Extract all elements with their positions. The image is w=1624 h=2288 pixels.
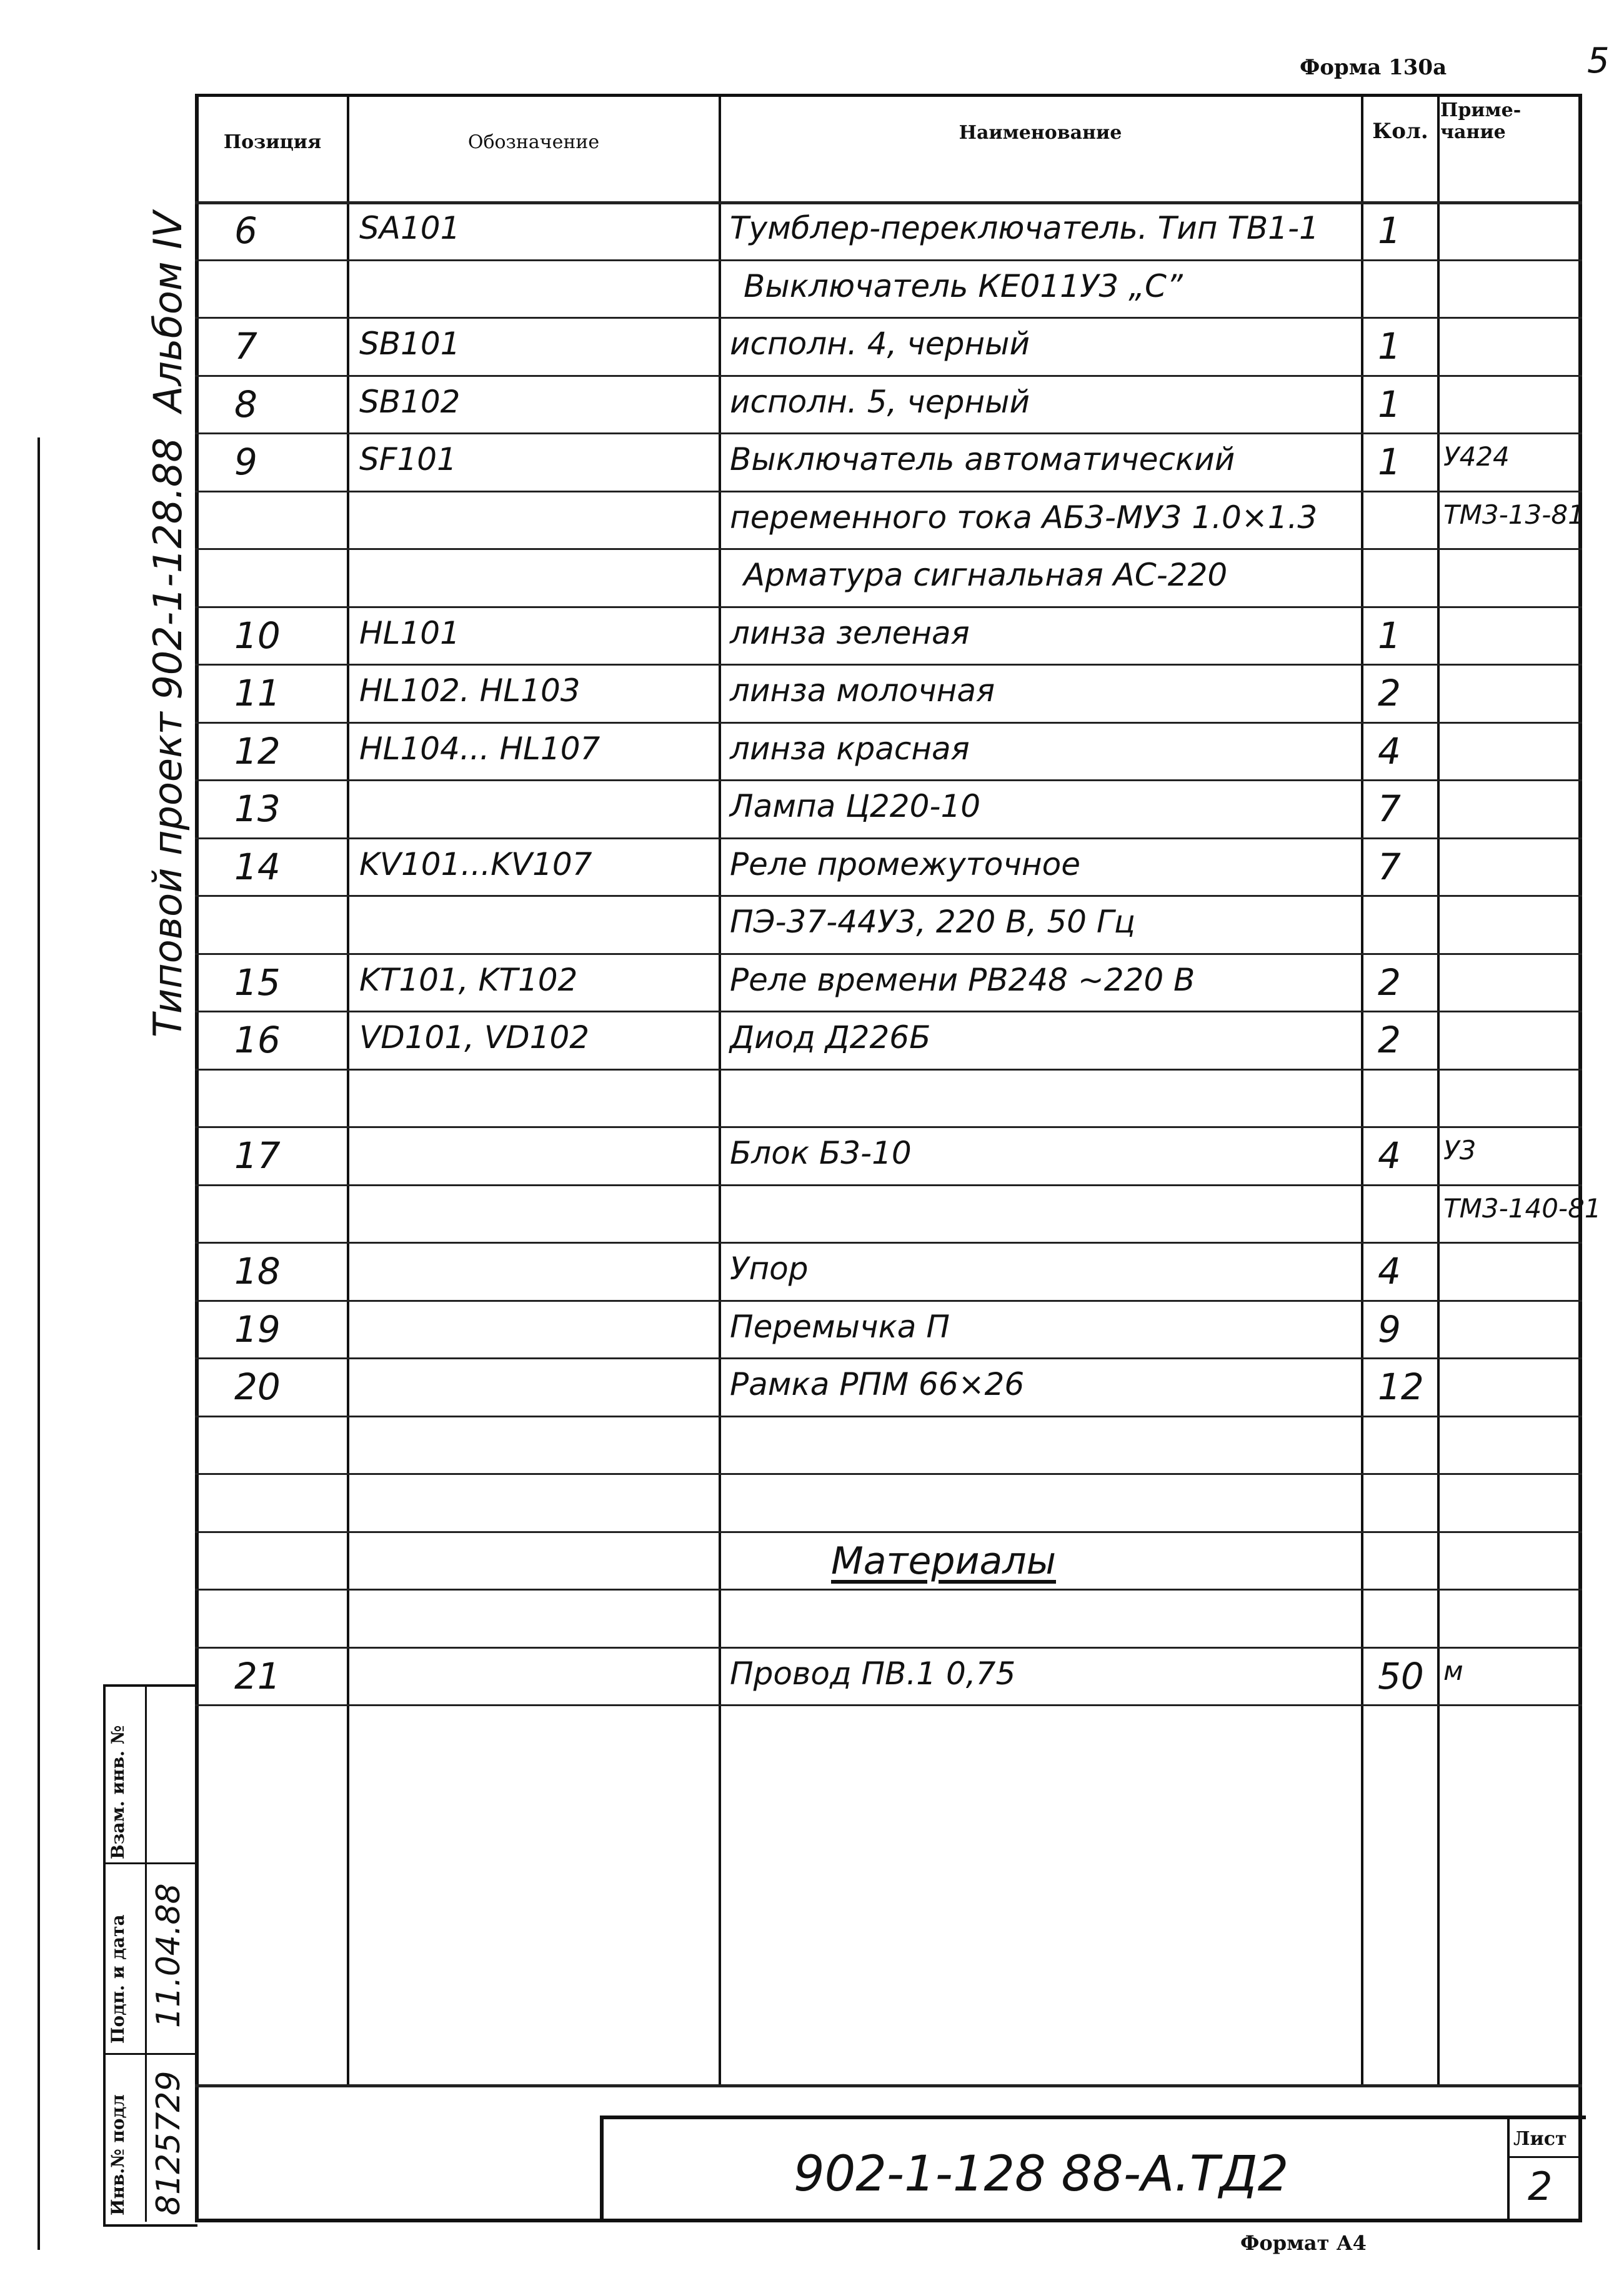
row-line bbox=[195, 722, 1582, 724]
row-line bbox=[195, 606, 1582, 608]
cell-qty: 4 bbox=[1378, 1134, 1401, 1177]
row-line bbox=[195, 1473, 1582, 1475]
cell-name: Материалы bbox=[831, 1539, 1056, 1583]
stamp-vzam-label: Взам. инв. № bbox=[107, 1725, 128, 1859]
row-line bbox=[195, 1531, 1582, 1533]
cell-name: Тумблер-переключатель. Тип ТВ1-1 bbox=[730, 210, 1319, 246]
form-label: Форма 130а bbox=[1300, 55, 1447, 80]
cell-position: 12 bbox=[234, 730, 281, 772]
row-line bbox=[195, 1069, 1582, 1071]
row-line bbox=[195, 317, 1582, 319]
cell-designation: HL102. HL103 bbox=[359, 672, 580, 709]
row-line bbox=[195, 491, 1582, 492]
stamp-row-divider-2 bbox=[103, 2053, 195, 2055]
stamp-inv-podl-value: 8125729 bbox=[150, 2071, 187, 2216]
row-line bbox=[195, 895, 1582, 897]
row-line bbox=[195, 1011, 1582, 1012]
cell-position: 11 bbox=[234, 672, 281, 714]
stamp-row-divider-1 bbox=[103, 1862, 195, 1864]
row-line bbox=[195, 1300, 1582, 1302]
stamp-sign-date-label: Подп. и дата bbox=[107, 1914, 128, 2044]
cell-name: исполн. 5, черный bbox=[730, 384, 1030, 420]
row-line bbox=[195, 837, 1582, 839]
cell-position: 16 bbox=[234, 1019, 281, 1061]
cell-qty: 2 bbox=[1378, 672, 1401, 714]
side-project-text: Типовой проект 902-1-128.88 bbox=[145, 437, 191, 1037]
cell-position: 17 bbox=[234, 1134, 281, 1177]
cell-name: Рамка РПМ 66×26 bbox=[730, 1366, 1025, 1402]
cell-designation: SA101 bbox=[359, 210, 461, 246]
cell-qty: 1 bbox=[1378, 441, 1401, 483]
row-line bbox=[195, 432, 1582, 434]
cell-position: 10 bbox=[234, 614, 281, 657]
cell-name: линза зеленая bbox=[730, 615, 970, 651]
document-code: 902-1-128 88-А.ТД2 bbox=[794, 2146, 1289, 2202]
cell-position: 8 bbox=[234, 383, 257, 426]
cell-position: 18 bbox=[234, 1250, 281, 1292]
cell-position: 6 bbox=[234, 209, 257, 252]
cell-position: 13 bbox=[234, 787, 281, 830]
cell-qty: 9 bbox=[1378, 1308, 1401, 1351]
cell-position: 21 bbox=[234, 1655, 281, 1697]
cell-note: ТМ3-13-81 bbox=[1443, 499, 1585, 530]
cell-qty: 7 bbox=[1378, 846, 1401, 888]
col-sep-2 bbox=[719, 94, 721, 2084]
cell-designation: VD101, VD102 bbox=[359, 1019, 590, 1056]
cell-qty: 4 bbox=[1378, 1250, 1401, 1292]
cell-position: 14 bbox=[234, 846, 281, 888]
row-line bbox=[195, 259, 1582, 261]
cell-designation: HL104... HL107 bbox=[359, 731, 600, 767]
cell-designation: HL101 bbox=[359, 615, 460, 651]
header-position: Позиция bbox=[223, 131, 322, 153]
header-qty: Кол. bbox=[1372, 119, 1428, 144]
cell-qty: 50 bbox=[1378, 1655, 1424, 1697]
cell-name: Выключатель автоматический bbox=[730, 441, 1235, 477]
cell-qty: 2 bbox=[1378, 961, 1401, 1004]
row-line bbox=[195, 548, 1582, 550]
cell-name: линза красная bbox=[730, 731, 970, 767]
page-corner-number: 5 bbox=[1587, 41, 1610, 81]
header-bottom-line bbox=[195, 201, 1582, 204]
cell-designation: KV101...KV107 bbox=[359, 846, 592, 882]
cell-name: Упор bbox=[730, 1251, 809, 1287]
cell-note: ТМ3-140-81 bbox=[1443, 1193, 1602, 1224]
header-designation: Обозначение bbox=[467, 131, 600, 153]
cell-designation: KT101, KT102 bbox=[359, 962, 578, 998]
cell-name: Арматура сигнальная АС-220 bbox=[744, 557, 1228, 593]
header-note: Приме- чание bbox=[1440, 99, 1522, 143]
cell-designation: SB102 bbox=[359, 384, 461, 420]
row-line bbox=[195, 375, 1582, 377]
row-line bbox=[195, 953, 1582, 955]
format-label: Формат А4 bbox=[1240, 2231, 1367, 2255]
frame-right bbox=[1578, 94, 1582, 2222]
row-line bbox=[195, 1416, 1582, 1417]
cell-qty: 12 bbox=[1378, 1366, 1424, 1408]
cell-name: ПЭ-37-44У3, 220 В, 50 Гц bbox=[730, 904, 1135, 940]
cell-position: 20 bbox=[234, 1366, 281, 1408]
side-album-text: Альбом IV bbox=[145, 211, 191, 412]
row-line bbox=[195, 1126, 1582, 1128]
col-sep-4 bbox=[1437, 94, 1440, 2084]
cell-note: У424 bbox=[1443, 441, 1510, 472]
cell-name: Реле времени РВ248 ~220 В bbox=[730, 962, 1195, 998]
cell-name: линза молочная bbox=[730, 672, 995, 709]
cell-position: 15 bbox=[234, 961, 281, 1004]
cell-qty: 1 bbox=[1378, 614, 1401, 657]
title-block-top-line bbox=[195, 2084, 1582, 2087]
cell-name: Перемычка П bbox=[730, 1309, 950, 1345]
cell-designation: SB101 bbox=[359, 326, 461, 362]
sheet-box-divider bbox=[1507, 2156, 1581, 2158]
cell-name: переменного тока АБ3-МУ3 1.0×1.3 bbox=[730, 499, 1318, 536]
sheet-label: Лист bbox=[1513, 2128, 1567, 2150]
cell-name: исполн. 4, черный bbox=[730, 326, 1030, 362]
cell-designation: SF101 bbox=[359, 441, 457, 477]
header-name: Наименование bbox=[959, 122, 1122, 144]
row-line bbox=[195, 1242, 1582, 1244]
row-line bbox=[195, 1647, 1582, 1649]
row-line bbox=[195, 664, 1582, 666]
binding-margin-line bbox=[37, 437, 40, 2250]
row-line bbox=[195, 779, 1582, 781]
frame-top bbox=[195, 94, 1578, 97]
stamp-sign-date-value: 11.04.88 bbox=[150, 1883, 187, 2028]
cell-note: У3 bbox=[1443, 1135, 1477, 1166]
cell-qty: 1 bbox=[1378, 383, 1401, 426]
row-line bbox=[195, 1357, 1582, 1359]
cell-note: м bbox=[1443, 1656, 1463, 1686]
col-sep-3 bbox=[1361, 94, 1363, 2084]
cell-name: Выключатель КЕ011У3 „С” bbox=[744, 268, 1183, 304]
cell-qty: 4 bbox=[1378, 730, 1401, 772]
sheet-number: 2 bbox=[1528, 2164, 1553, 2209]
col-sep-1 bbox=[347, 94, 349, 2084]
cell-name: Лампа Ц220-10 bbox=[730, 788, 981, 824]
cell-name: Диод Д226Б bbox=[730, 1019, 931, 1056]
cell-qty: 7 bbox=[1378, 787, 1401, 830]
cell-position: 19 bbox=[234, 1308, 281, 1351]
row-line bbox=[195, 1704, 1582, 1706]
row-line bbox=[195, 1589, 1582, 1591]
cell-qty: 1 bbox=[1378, 209, 1401, 252]
cell-qty: 2 bbox=[1378, 1019, 1401, 1061]
stamp-col-divider bbox=[145, 1684, 147, 2222]
stamp-inv-podl-label: Инв.№ подл bbox=[107, 2094, 128, 2216]
row-line bbox=[195, 1184, 1582, 1186]
cell-position: 9 bbox=[234, 441, 257, 483]
cell-name: Реле промежуточное bbox=[730, 846, 1080, 882]
cell-qty: 1 bbox=[1378, 325, 1401, 367]
cell-name: Блок Б3-10 bbox=[730, 1135, 912, 1171]
cell-position: 7 bbox=[234, 325, 257, 367]
cell-name: Провод ПВ.1 0,75 bbox=[730, 1656, 1016, 1692]
